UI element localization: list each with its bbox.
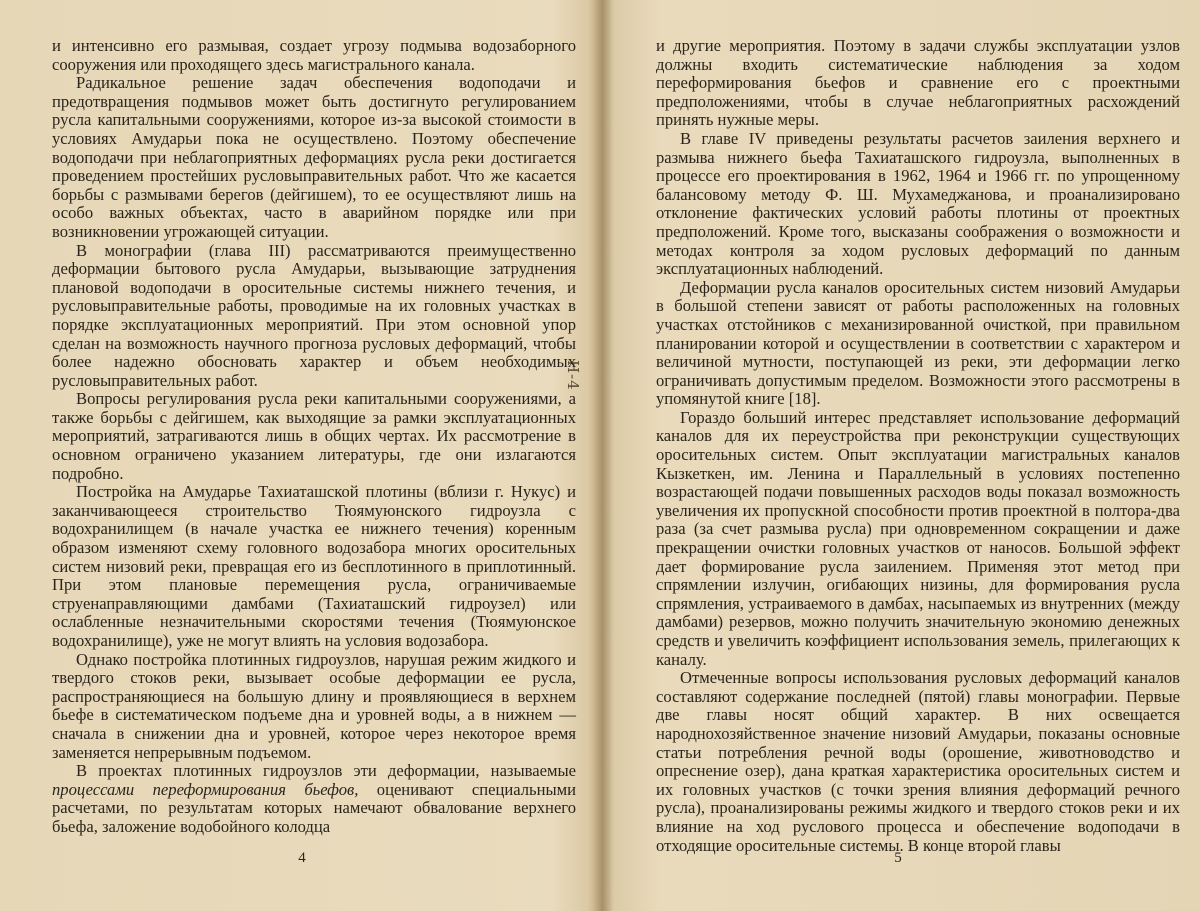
paragraph: Отмеченные вопросы использования русловых деформаций каналов составляют содержание последней (пятой) главы монографии. Первые две главы носят общий характер. В них освещается народнохозяйственное значение низовий Амударьи, показаны основные статьи потребления речной воды (орошение, животноводство и опреснение озер), дана краткая характеристика оросительных систем и их головных участков (с точки зрения влияния деформаций речного русла), проанализированы режимы жидкого и твердого стоков реки и их влияние на ход руслового процесса и обеспечение водоподачи в отходящие оросительные системы. В конце второй главы (656, 668, 1180, 855)
right-page-number: 5 (894, 850, 902, 866)
paragraph (52, 762, 576, 836)
paragraph: Постройка на Амударье Тахиаташской плотины (вблизи г. Нукус) и заканчивающееся строительство Тюямуюнского гидроузла с водохранилищем (в начале участка ее нижнего течения) коренным образом изменяют схему головного водозабора многих оросительных систем низовий реки, превращая его из бесплотинного в приплотинный. При этом плановые перемещения русла, ограничиваемые струенаправляющими дамбами (Тахиаташский гидроузел) или ослабленные незначительными скоростями течения (Тюямуюнское водохранилище), уже не могут влиять на условия водозабора. (52, 482, 576, 650)
left-page-number: 4 (298, 850, 306, 866)
book-gutter (588, 0, 614, 911)
paragraph: Вопросы регулирования русла реки капитальными сооружениями, а также борьбы с дейгишем, как выходящие за рамки эксплуатационных мероприятий, затрагиваются лишь в общих чертах. Их рассмотрение в основном ограничено указанием литературы, где они излагаются подробно. (52, 389, 576, 483)
paragraph: Гораздо больший интерес представляет использование деформаций каналов для их переустройства при реконструкции существующих оросительных систем. Опыт эксплуатации магистральных каналов Кызкеткен, им. Ленина и Параллельный в условиях постепенно возрастающей подачи повышенных расходов воды показал возможность увеличения их пропускной способности против проектной в полтора-два раза (за счет размыва русла) при одновременном сокращении и даже прекращении очистки головных участков от наносов. Большой эффект дает формирование русла заилением. Применяя этот метод при спрямлении излучин, огибающих низины, для формирования русла спрямления, устраиваемого в дамбах, насыпаемых из внутренних (между дамбами) резервов, можно получить значительную экономию денежных средств и увеличить коэффициент использования земель, прилегающих к каналу. (656, 407, 1180, 669)
paragraph: В главе IV приведены результаты расчетов заиления верхнего и размыва нижнего бьефа Тахиаташского гидроузла, выполненных в процессе его проектирования в 1962, 1964 и 1966 гг. по упрощенному балансовому методу Ф. Ш. Мухамеджанова, и проанализировано отклонение фактических условий работы плотины от проектных предположений. Кроме того, высказаны соображения о возможности и методах контроля за ходом русловых деформаций по данным эксплуатационных наблюдений. (656, 128, 1180, 279)
emphasized-term: процессами переформирования бьефов, (52, 779, 359, 799)
right-page-text (656, 37, 1180, 855)
paragraph: и интенсивно его размывая, создает угрозу подмыва водозаборного сооружения или проходящего здесь магистрального канала. (52, 36, 576, 74)
paragraph: Деформации русла каналов оросительных систем низовий Амударьи в большой степени зависят от работы расположенных на головных участках отстойников с механизированной очисткой, при правильном планировании которой и осуществлении в соответствии с характером и величиной мутности, поступающей из реки, эти деформации легко ограничивать допустимым пределом. Возможности этого рассмотрены в упомянутой книге [18]. (656, 277, 1180, 409)
paragraph: Радикальное решение задач обеспечения водоподачи и предотвращения подмывов может быть достигнуто регулированием русла капитальными сооружениями, которое из-за высокой стоимости в условиях Амударьи пока не осуществлено. Поэтому обеспечение водоподачи при неблагоприятных деформациях русла реки достигается проведением простейших русловыправительных работ. Что же касается борьбы с размывами берегов (дейгишем), то ее осуществляют лишь на особо важных объектах, часто в аварийном порядке или при возникновении угрожающей ситуации. (52, 73, 576, 241)
paragraph-text: оценивают специальными расчетами, по результатам которых намечают обвалование верхнего бьефа, заложение водобойного колодца (52, 779, 576, 836)
spine-mark: Н-4 (564, 360, 582, 391)
paragraph: В монографии (глава III) рассматриваются преимущественно деформации бытового русла Амударьи, вызывающие затруднения плановой водоподачи в оросительные системы нижнего течения, и русловыправительные работы, проводимые на их головных участках в порядке эксплуатационных мероприятий. При этом основной упор сделан на возможность научного прогноза русловых деформаций, чтобы более надежно обосновать характер и объем необходимых русловыправительных работ. (52, 240, 576, 390)
paragraph: и другие мероприятия. Поэтому в задачи службы эксплуатации узлов должны входить систематические наблюдения за ходом переформирования бьефов и сравнение его с проектными предположениями, чтобы в случае неблагоприятных расхождений принять нужные меры. (656, 36, 1180, 130)
paragraph: Однако постройка плотинных гидроузлов, нарушая режим жидкого и твердого стоков реки, вызывает особые деформации ее русла, распространяющиеся на большую длину и проявляющиеся в верхнем бьефе в систематическом подъеме дна и уровней воды, а в нижнем — сначала в снижении дна и уровней, которое через некоторое время заменяется непрерывным подъемом. (52, 649, 576, 762)
paragraph-text: В проектах плотинных гидроузлов эти деформации, называемые (76, 761, 576, 781)
left-page-text (52, 37, 576, 837)
